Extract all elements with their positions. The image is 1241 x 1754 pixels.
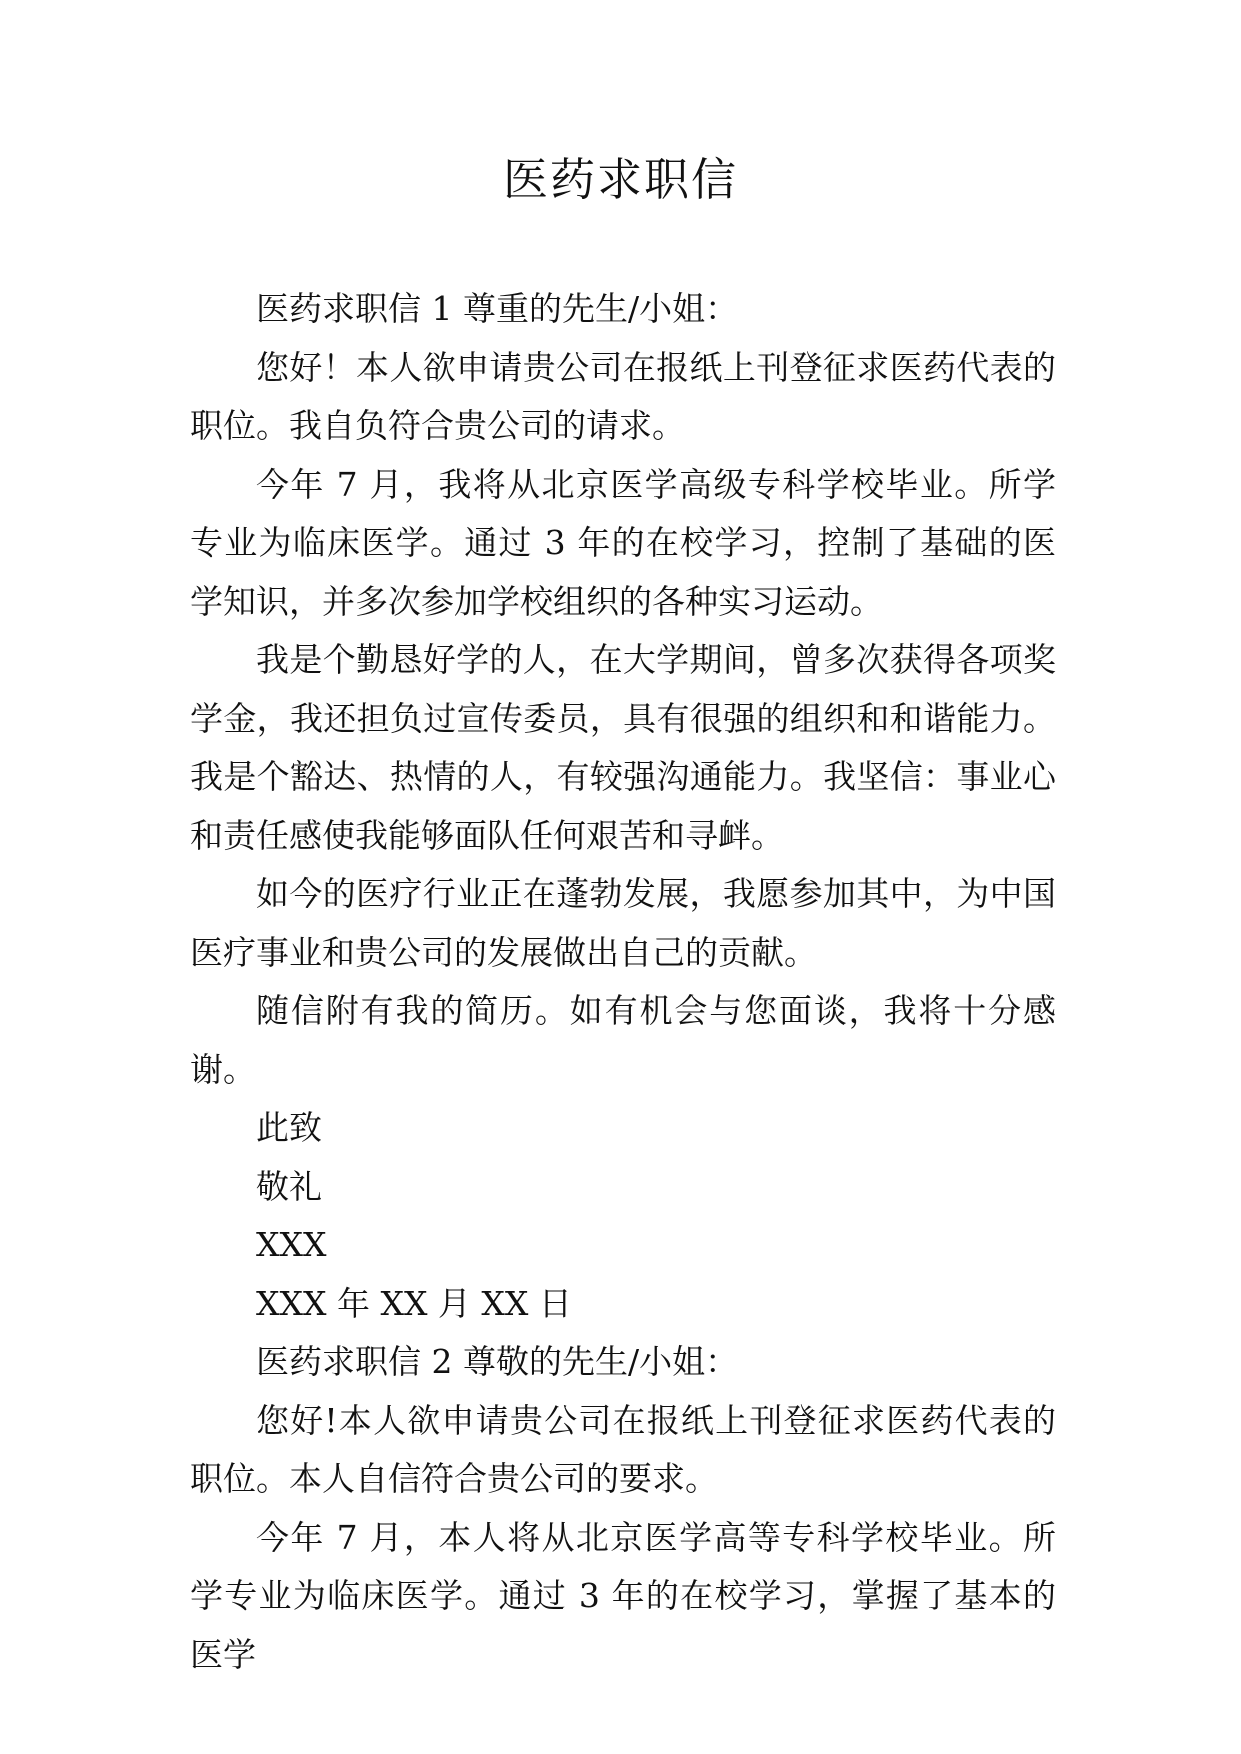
letter1-signature: XXX xyxy=(256,1225,327,1264)
letter1-closing-cizhi: 此致 xyxy=(256,1108,322,1147)
document-title: 医药求职信 xyxy=(502,153,738,206)
letter1-paragraph-aspiration: 如今的医疗行业正在蓬勃发展，我愿参加其中，为中国医疗事业和贵公司的发展做出自己的贡献。 xyxy=(190,874,1056,972)
letter1-closing-jingli: 敬礼 xyxy=(256,1166,322,1206)
letter1-paragraph-resume: 随信附有我的简历。如有机会与您面谈，我将十分感谢。 xyxy=(190,991,1056,1089)
letter2-salutation: 医药求职信 2 尊敬的先生/小姐： xyxy=(256,1342,739,1381)
letter1-paragraph-greeting: 您好！本人欲申请贵公司在报纸上刊登征求医药代表的职位。我自负符合贵公司的请求。 xyxy=(190,347,1056,445)
letter2-paragraph-greeting: 您好!本人欲申请贵公司在报纸上刊登征求医药代表的职位。本人自信符合贵公司的要求。 xyxy=(190,1400,1056,1498)
document-body xyxy=(190,280,1056,1684)
letter1-paragraph-personality: 我是个勤恳好学的人，在大学期间，曾多次获得各项奖学金，我还担负过宣传委员，具有很强的组织和和谐能力。我是个豁达、热情的人，有较强沟通能力。我坚信：事业心和责任感使我能够面队任何艰苦和寻衅。 xyxy=(190,640,1056,855)
letter1-date: XXX 年 XX 月 XX 日 xyxy=(256,1283,572,1323)
letter1-paragraph-education: 今年 7 月，我将从北京医学高级专科学校毕业。所学专业为临床医学。通过 3 年的在校学习，控制了基础的医学知识，并多次参加学校组织的各种实习运动。 xyxy=(190,464,1056,621)
letter1-salutation: 医药求职信 1 尊重的先生/小姐： xyxy=(256,289,739,328)
letter2-paragraph-education: 今年 7 月，本人将从北京医学高等专科学校毕业。所学专业为临床医学。通过 3 年的在校学习，掌握了基本的医学 xyxy=(190,1517,1056,1674)
